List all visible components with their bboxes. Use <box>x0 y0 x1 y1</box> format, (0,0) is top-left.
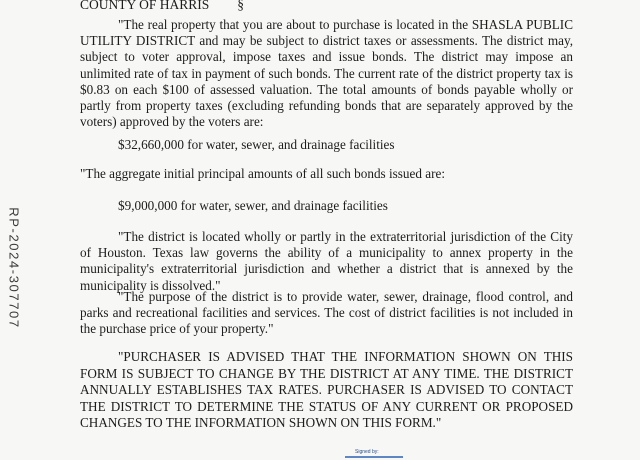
signature-mark-label: Signed by: <box>355 449 379 455</box>
disclosure-paragraph-taxes: "The real property that you are about to purchase is located in the SHASLA PUBLIC UTILITY DISTRICT and may be subject to district taxes or assessments. The district may, subject to voter approval, impose taxes and issue bonds. The district may impose an unlimited rate of tax in payment of such bonds. The current rate of the district property tax is $0.83 on each $100 of assessed valuation. The total amounts of bonds payable wholly or partly from property taxes (excluding refunding bonds that are separately approved by the voters) approved by the voters are: <box>80 17 573 130</box>
disclosure-paragraph-purpose: "The purpose of the district is to provide water, sewer, drainage, flood control, and parks and recreational facilities and services. The cost of district facilities is not included in the purchase price of your property." <box>80 289 573 337</box>
signature-mark <box>345 449 405 460</box>
signature-line <box>345 456 403 458</box>
county-name: COUNTY OF HARRIS <box>80 0 210 12</box>
disclosure-paragraph-issued: "The aggregate initial principal amounts of all such bonds issued are: <box>80 166 446 181</box>
bond-amount-issued: $9,000,000 for water, sewer, and drainage facilities <box>118 198 388 213</box>
recording-number-text: RP-2024-307707 <box>6 206 22 329</box>
bond-amount-approved: $32,660,000 for water, sewer, and drainage facilities <box>118 137 395 152</box>
recording-number-stamp <box>2 200 26 335</box>
county-heading <box>80 0 244 13</box>
disclosure-paragraph-jurisdiction: "The district is located wholly or partly in the extraterritorial jurisdiction of the City of Houston. Texas law governs the ability of a municipality to annex property in the municipality's extraterritorial jurisdiction and whether a district that is annexed by the municipality is dissolved." <box>80 229 573 293</box>
disclosure-paragraph-advisory: "PURCHASER IS ADVISED THAT THE INFORMATION SHOWN ON THIS FORM IS SUBJECT TO CHANGE BY THE DISTRICT AT ANY TIME. THE DISTRICT ANNUALLY ESTABLISHES TAX RATES. PURCHASER IS ADVISED TO CONTACT THE DISTRICT TO DETERMINE THE STATUS OF ANY CURRENT OR PROPOSED CHANGES TO THE INFORMATION SHOWN ON THIS FORM." <box>80 349 573 431</box>
section-symbol: § <box>237 0 245 12</box>
